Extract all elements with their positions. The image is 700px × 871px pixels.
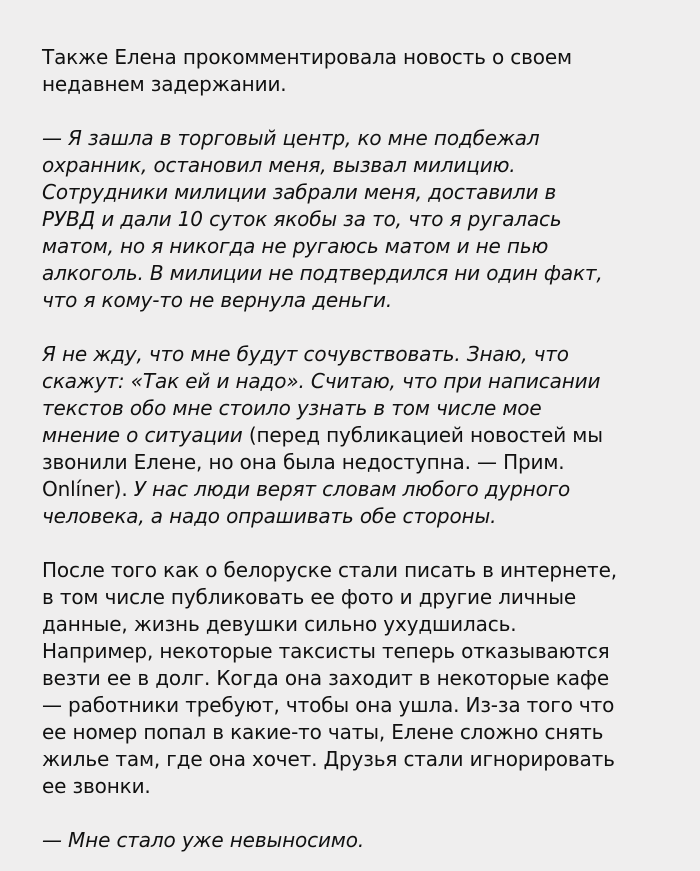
body-text: (перед публикацией новостей мы	[242, 423, 603, 447]
text-line	[42, 44, 682, 71]
text-line	[42, 746, 682, 773]
text-line	[42, 557, 682, 584]
italic-quote-text: У нас люди верят словам любого дурного	[133, 477, 571, 501]
text-line	[42, 179, 682, 206]
text-line	[42, 152, 682, 179]
italic-quote-text: — Мне стало уже невыносимо.	[42, 828, 365, 852]
text-line	[42, 827, 682, 854]
body-text: ее звонки.	[42, 774, 151, 798]
text-line	[42, 71, 682, 98]
text-line	[42, 206, 682, 233]
italic-quote-text: что я кому-то не вернула деньги.	[42, 288, 393, 312]
article-body	[42, 44, 682, 854]
body-text: — работники требуют, чтобы она ушла. Из-за того что	[42, 693, 615, 717]
text-line	[42, 611, 682, 638]
text-line	[42, 773, 682, 800]
italic-quote-text: охранник, остановил меня, вызвал милицию.	[42, 153, 516, 177]
text-line	[42, 584, 682, 611]
text-line	[42, 638, 682, 665]
body-text: Например, некоторые таксисты теперь отказываются	[42, 639, 610, 663]
italic-quote-text: — Я зашла в торговый центр, ко мне подбежал	[42, 126, 540, 150]
body-text: данные, жизнь девушки сильно ухудшилась.	[42, 612, 517, 636]
italic-quote-text: алкоголь. В милиции не подтвердился ни один факт,	[42, 261, 603, 285]
text-line	[42, 233, 682, 260]
text-line	[42, 422, 682, 449]
text-line	[42, 287, 682, 314]
text-line	[42, 125, 682, 152]
body-text: Также Елена прокомментировала новость о своем	[42, 45, 572, 69]
paragraph	[42, 827, 682, 854]
body-text: После того как о белоруске стали писать в интернете,	[42, 558, 617, 582]
body-text: недавнем задержании.	[42, 72, 287, 96]
italic-quote-text: текстов обо мне стоило узнать в том числе мое	[42, 396, 542, 420]
text-line	[42, 395, 682, 422]
body-text: Onlíner).	[42, 477, 134, 501]
paragraph	[42, 125, 682, 314]
text-line	[42, 341, 682, 368]
paragraph	[42, 557, 682, 800]
paragraph	[42, 341, 682, 530]
paragraph	[42, 44, 682, 98]
text-line	[42, 449, 682, 476]
body-text: везти ее в долг. Когда она заходит в некоторые кафе	[42, 666, 609, 690]
body-text: ее номер попал в какие-то чаты, Елене сложно снять	[42, 720, 604, 744]
italic-quote-text: мнение о ситуации	[42, 423, 243, 447]
text-line	[42, 665, 682, 692]
text-line	[42, 719, 682, 746]
italic-quote-text: скажут: «Так ей и надо». Считаю, что при написании	[42, 369, 601, 393]
italic-quote-text: человека, а надо опрашивать обе стороны.	[42, 504, 497, 528]
text-line	[42, 692, 682, 719]
italic-quote-text: матом, но я никогда не ругаюсь матом и не пью	[42, 234, 549, 258]
italic-quote-text: Я не жду, что мне будут сочувствовать. Знаю, что	[42, 342, 569, 366]
italic-quote-text: Сотрудники милиции забрали меня, доставили в	[42, 180, 557, 204]
body-text: жилье там, где она хочет. Друзья стали игнорировать	[42, 747, 615, 771]
text-line	[42, 476, 682, 503]
italic-quote-text: РУВД и дали 10 суток якобы за то, что я ругалась	[42, 207, 562, 231]
text-line	[42, 368, 682, 395]
body-text: звонили Елене, но она была недоступна. — Прим.	[42, 450, 565, 474]
text-line	[42, 260, 682, 287]
body-text: в том числе публиковать ее фото и другие личные	[42, 585, 577, 609]
text-line	[42, 503, 682, 530]
